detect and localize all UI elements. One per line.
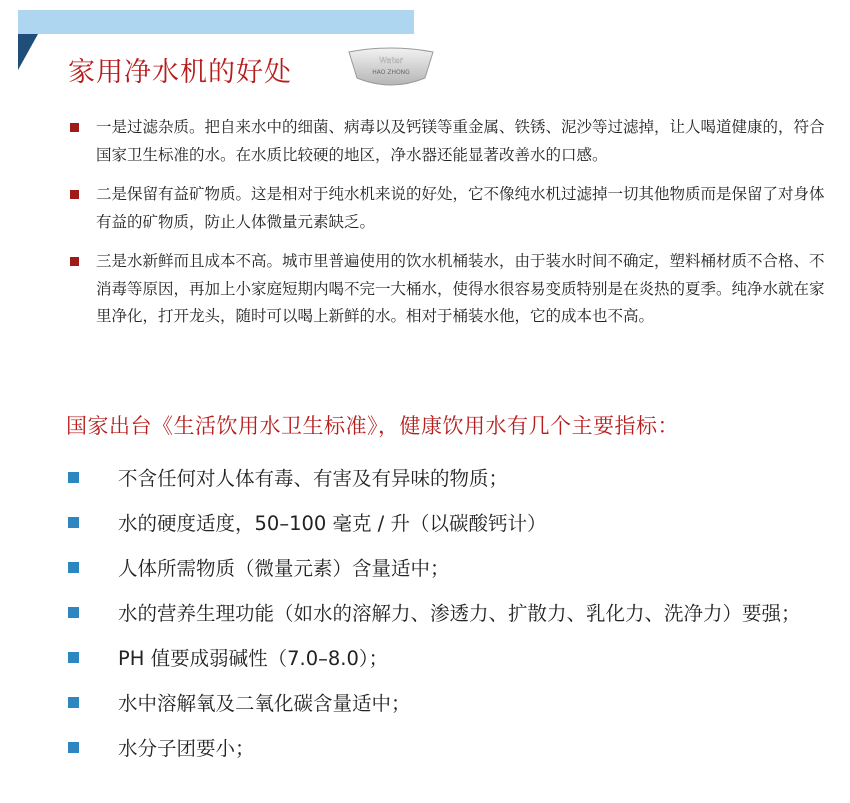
blue-square-bullet-icon [68,652,79,663]
blue-square-bullet-icon [68,697,79,708]
benefit-text: 二是保留有益矿物质。这是相对于纯水机来说的好处，它不像纯水机过滤掉一切其他物质而是保留了对身体有益的矿物质，防止人体微量元素缺乏。 [96,185,825,231]
water-logo-shield-icon [345,46,437,90]
logo-text-brand: HAO ZHONG [372,69,410,76]
page-title: 家用净水机的好处 [68,57,292,88]
standards-heading: 国家出台《生活饮用水卫生标准》，健康饮用水有几个主要指标： [66,414,679,438]
standards-list [68,460,828,775]
benefit-item [66,248,828,331]
blue-square-bullet-icon [68,607,79,618]
red-square-bullet-icon [70,190,79,199]
standard-item [68,550,828,587]
standard-item [68,505,828,542]
standard-text: 水分子团要小； [118,737,255,760]
red-square-bullet-icon [70,257,79,266]
standard-text: PH 值要成弱碱性（7.0–8.0）； [118,647,389,670]
blue-square-bullet-icon [68,517,79,528]
benefits-list [66,114,828,343]
standard-item [68,685,828,722]
standard-item [68,595,828,632]
logo-text-water: Water [379,56,403,65]
standard-text: 不含任何对人体有毒、有害及有异味的物质； [118,467,509,490]
standard-item [68,730,828,767]
standard-text: 人体所需物质（微量元素）含量适中； [118,557,450,580]
blue-square-bullet-icon [68,562,79,573]
benefit-text: 三是水新鲜而且成本不高。城市里普遍使用的饮水机桶装水，由于装水时间不确定，塑料桶材质不合格、不消毒等原因，再加上小家庭短期内喝不完一大桶水，使得水很容易变质特别是在炎热的夏季。纯净水就在家里净化，打开龙头，随时可以喝上新鲜的水。相对于桶装水他，它的成本也不高。 [96,252,825,325]
header-band [18,10,414,34]
red-square-bullet-icon [70,123,79,132]
benefit-item [66,181,828,236]
standard-item [68,460,828,497]
standard-text: 水的硬度适度，50–100 毫克 / 升（以碳酸钙计） [118,512,547,535]
standard-text: 水的营养生理功能（如水的溶解力、渗透力、扩散力、乳化力、洗净力）要强； [118,602,801,625]
header-corner-triangle [18,34,38,70]
blue-square-bullet-icon [68,742,79,753]
benefit-item [66,114,828,169]
benefit-text: 一是过滤杂质。把自来水中的细菌、病毒以及钙镁等重金属、铁锈、泥沙等过滤掉，让人喝道健康的，符合国家卫生标准的水。在水质比较硬的地区，净水器还能显著改善水的口感。 [96,118,825,164]
standard-text: 水中溶解氧及二氧化碳含量适中； [118,692,411,715]
standard-item [68,640,828,677]
blue-square-bullet-icon [68,472,79,483]
water-logo [345,46,437,90]
